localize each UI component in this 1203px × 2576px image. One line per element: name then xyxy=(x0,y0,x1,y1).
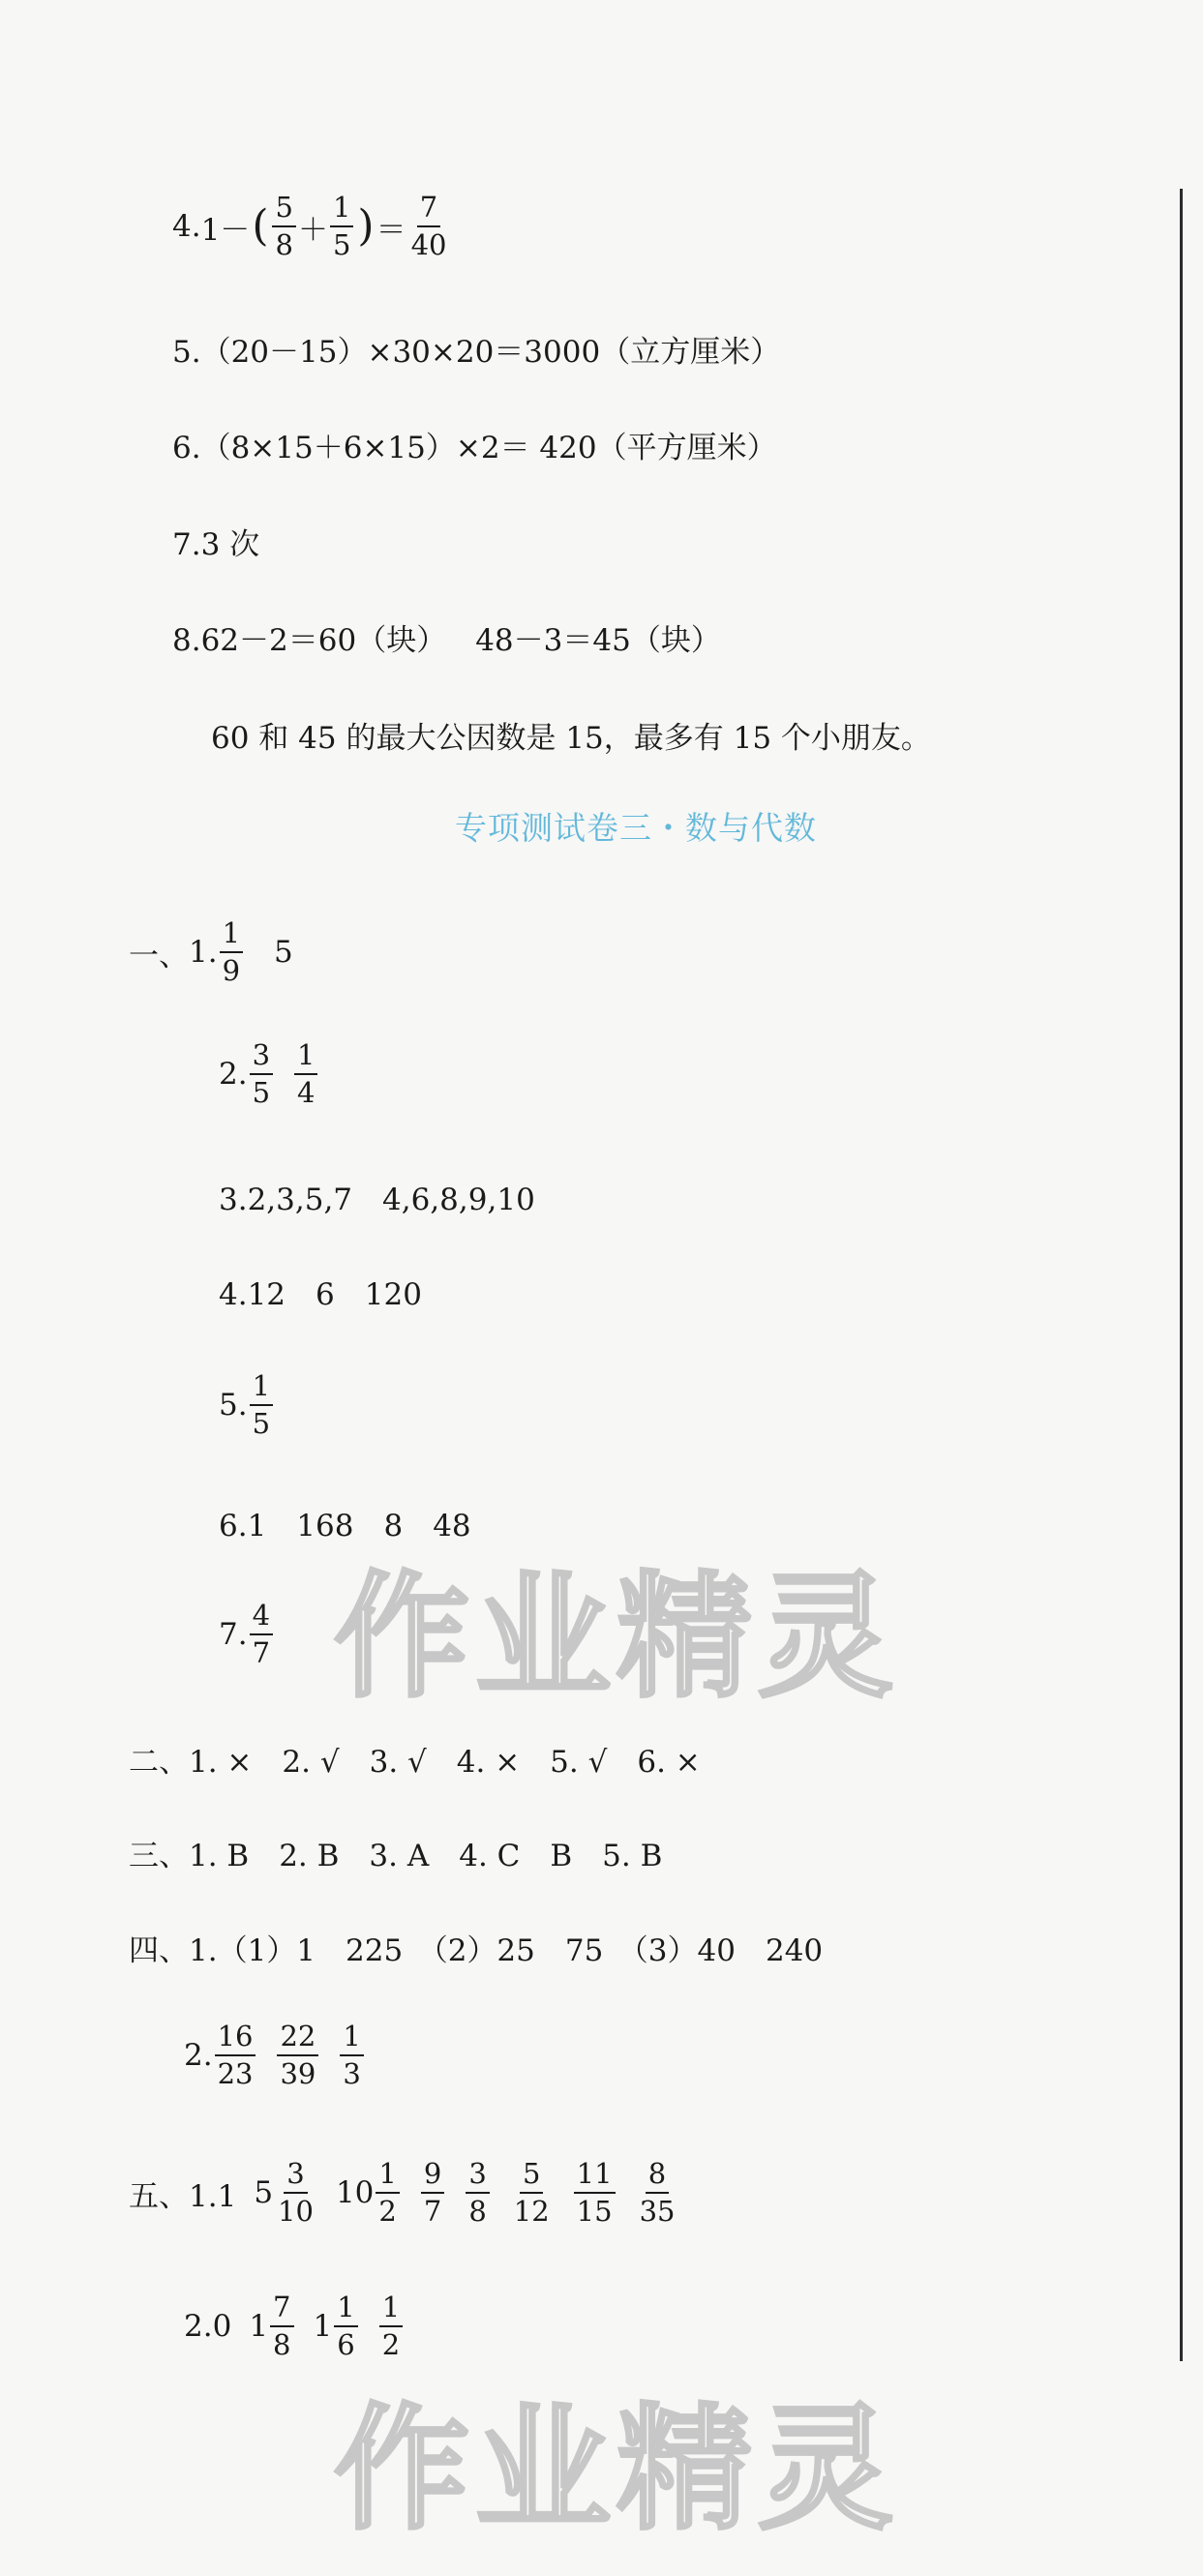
denominator: 5 xyxy=(252,1076,271,1109)
numerator: 9 xyxy=(421,2160,444,2194)
numerator: 11 xyxy=(574,2160,616,2194)
fraction xyxy=(637,2157,678,2228)
label: 4. xyxy=(172,209,201,244)
fraction xyxy=(250,1369,273,1440)
denominator: 10 xyxy=(278,2195,314,2228)
fraction xyxy=(250,1599,273,1669)
denominator: 15 xyxy=(576,2195,613,2228)
operator: ＝ xyxy=(376,212,406,248)
fraction xyxy=(466,2157,489,2228)
fraction xyxy=(277,2022,318,2088)
section-one-q1 xyxy=(129,916,293,987)
paren: ( xyxy=(252,201,269,251)
section-four-q2 xyxy=(184,2022,366,2088)
numerator: 4 xyxy=(250,1602,273,1635)
numerator: 5 xyxy=(272,194,295,227)
whole: 1 xyxy=(249,2309,269,2344)
denominator: 39 xyxy=(280,2057,316,2090)
section-one-q5 xyxy=(219,1369,275,1440)
denominator: 35 xyxy=(639,2195,676,2228)
section-four-q1: 四、1.（1）1 225 （2）25 75 （3）40 240 xyxy=(129,1933,824,1968)
denominator: 23 xyxy=(217,2057,254,2090)
section-five-q2 xyxy=(184,2293,405,2359)
text: 8.62－2＝60（块） xyxy=(172,623,447,658)
fraction xyxy=(376,2157,399,2228)
fraction xyxy=(340,2022,363,2088)
section-three: 三、1. B 2. B 3. A 4. C B 5. B xyxy=(129,1839,663,1873)
section-two: 二、1. × 2. √ 3. √ 4. × 5. √ 6. × xyxy=(129,1745,701,1780)
fraction xyxy=(270,2293,293,2359)
numerator: 1 xyxy=(376,2160,399,2194)
section-five-q1 xyxy=(129,2157,679,2228)
fraction xyxy=(215,2022,256,2088)
section-one-q2 xyxy=(219,1038,319,1109)
operator: ＋ xyxy=(297,212,328,248)
fraction xyxy=(294,1038,317,1109)
watermark: 作业精灵 xyxy=(334,2391,900,2549)
numerator: 1 xyxy=(379,2293,403,2327)
numerator: 22 xyxy=(277,2022,318,2056)
numerator: 7 xyxy=(270,2293,293,2327)
numerator: 1 xyxy=(294,1041,317,1075)
fraction xyxy=(421,2157,444,2228)
numerator: 5 xyxy=(520,2160,543,2194)
denominator: 12 xyxy=(513,2195,550,2228)
label: 5. xyxy=(219,1388,248,1423)
denominator: 4 xyxy=(297,1076,316,1109)
numerator: 1 xyxy=(250,1372,273,1406)
numerator: 3 xyxy=(466,2160,489,2194)
denominator: 2 xyxy=(381,2328,401,2361)
denominator: 5 xyxy=(332,228,351,261)
fraction xyxy=(574,2157,616,2228)
denominator: 6 xyxy=(337,2328,355,2361)
numerator: 16 xyxy=(215,2022,256,2056)
whole: 1 xyxy=(313,2309,333,2344)
numerator: 3 xyxy=(250,1041,273,1075)
denominator: 9 xyxy=(222,954,241,987)
fraction xyxy=(275,2157,316,2228)
section-one-q4: 4.12 6 120 xyxy=(219,1277,422,1312)
denominator: 2 xyxy=(378,2195,397,2228)
denominator: 7 xyxy=(252,1636,271,1669)
denominator: 5 xyxy=(252,1407,271,1440)
numerator: 3 xyxy=(284,2160,307,2194)
text: 48－3＝45（块） xyxy=(475,623,721,658)
denominator: 7 xyxy=(423,2195,442,2228)
answer-5: 5.（20－15）×30×20＝3000（立方厘米） xyxy=(172,335,781,370)
whole: 10 xyxy=(335,2175,375,2210)
paren: ) xyxy=(357,201,375,251)
denominator: 8 xyxy=(273,2328,291,2361)
margin-rule xyxy=(1180,189,1183,2361)
denominator: 8 xyxy=(468,2195,487,2228)
section-one-q3: 3.2,3,5,7 4,6,8,9,10 xyxy=(219,1183,535,1217)
fraction xyxy=(250,1038,273,1109)
numerator: 1 xyxy=(334,2293,357,2327)
fraction xyxy=(408,191,450,261)
whole: 5 xyxy=(254,2175,274,2210)
denominator: 3 xyxy=(343,2057,361,2090)
text: 1－ xyxy=(200,212,251,248)
fraction xyxy=(511,2157,553,2228)
fraction xyxy=(334,2293,357,2359)
answer-8-conclusion: 60 和 45 的最大公因数是 15，最多有 15 个小朋友。 xyxy=(211,721,931,756)
numerator: 7 xyxy=(417,194,440,227)
section-label: 一、 xyxy=(129,938,189,973)
numerator: 1 xyxy=(340,2022,363,2056)
answer-4 xyxy=(172,191,451,261)
numerator: 8 xyxy=(646,2160,669,2194)
answer-6: 6.（8×15＋6×15）×2＝ 420（平方厘米） xyxy=(172,431,777,465)
label: 2. xyxy=(219,1057,248,1092)
section-one-q6: 6.1 168 8 48 xyxy=(219,1509,471,1543)
answer-8 xyxy=(172,615,721,659)
numerator: 1 xyxy=(330,194,353,227)
label: 2. xyxy=(184,2038,213,2073)
watermark: 作业精灵 xyxy=(334,1559,900,1717)
fraction xyxy=(330,191,353,261)
label: 1. xyxy=(189,935,218,970)
fraction xyxy=(379,2293,403,2359)
label: 7. xyxy=(219,1617,248,1652)
denominator: 8 xyxy=(275,228,293,261)
fraction xyxy=(272,191,295,261)
fraction xyxy=(220,916,243,987)
section-title: 专项测试卷三・数与代数 xyxy=(455,809,817,847)
denominator: 40 xyxy=(410,228,447,261)
label: 五、1.1 xyxy=(129,2178,237,2214)
text: 5 xyxy=(274,935,293,970)
numerator: 1 xyxy=(220,919,243,953)
label: 2.0 xyxy=(184,2309,232,2344)
answer-7: 7.3 次 xyxy=(172,527,260,562)
section-one-q7 xyxy=(219,1599,275,1669)
